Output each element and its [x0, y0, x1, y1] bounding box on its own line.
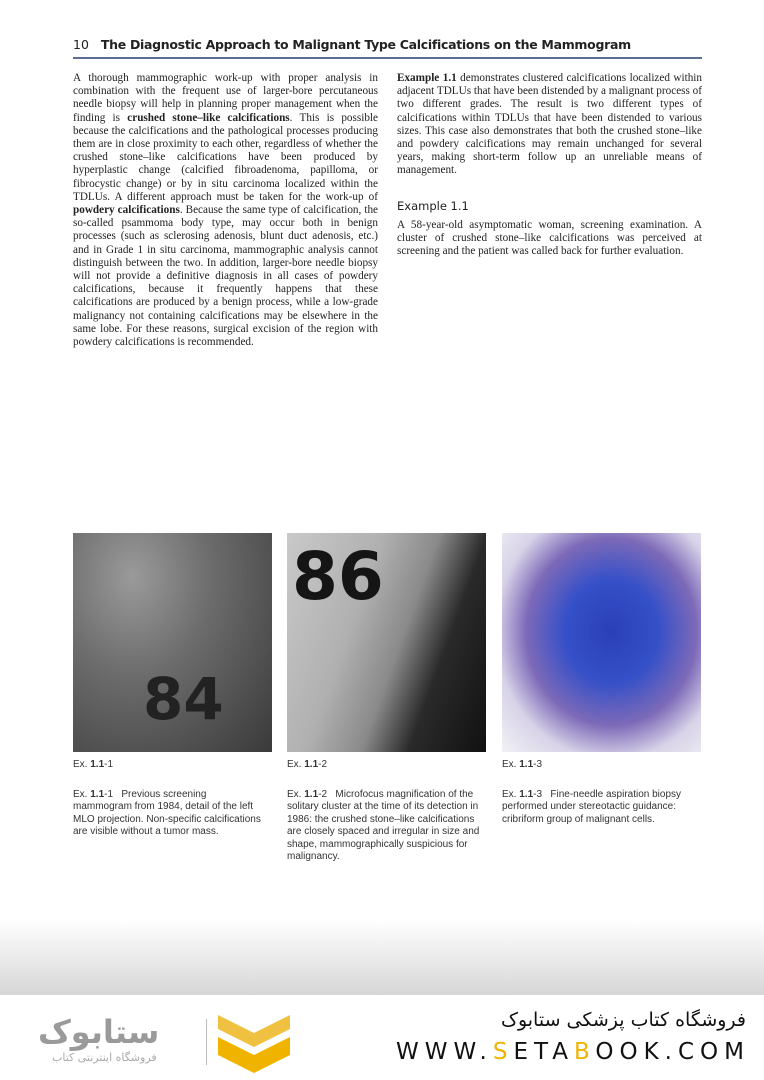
watermark-footer — [0, 995, 764, 1080]
figure-label-3: Ex. 1.1-3 — [502, 759, 543, 770]
body-paragraph: A thorough mammographic work-up with proper analysis in combination with the frequent use of larger-bore percutaneous needle biopsy will help in planning proper management when the finding is crushed stone–like calcifications. This is possible because the calcifications and the pathological processes producing them are in close proximity to each other, regardless of whether the crushed stone–like calcifications have been produced by hyperplastic change (calcified fibroadenoma, papilloma, or fibrocystic change) or by in situ carcinoma localized within the TDLUs. A different approach must be taken for the work-up of powdery calcifications. Because the same type of calcification, the so-called psammoma body type, may occur both in benign processes (such as sclerosing adenosis, blunt duct adenosis, etc.) and in Grade 1 in situ carcinoma, mammographic analysis cannot distinguish between the two. In addition, larger-bore needle biopsy will not provide a definitive diagnosis in all cases of powdery calcifications, because it frequently happens that these calcifications are produced by a benign process, while a low-grade malignancy not containing calcifications may be elsewhere in the same lobe. For these reasons, surgical excision of the region with powdery calcifications is recommended. — [73, 72, 378, 349]
store-url[interactable]: WWW.SETABOOK.COM — [395, 1039, 750, 1065]
cytology-image — [502, 533, 701, 752]
figure-caption-3: Ex. 1.1-3 Fine-needle aspiration biopsy performed under stereotactic guidance: cribriform group of malignant cells. — [502, 789, 682, 825]
magnification-image-1986 — [287, 533, 486, 752]
film-number: 84 — [143, 665, 224, 733]
page-number: 10 — [73, 37, 89, 52]
header-rule — [73, 57, 702, 59]
left-column — [73, 72, 378, 349]
chapter-title: The Diagnostic Approach to Malignant Type Calcifications on the Mammogram — [100, 37, 631, 52]
page-shadow — [0, 920, 764, 995]
figure-label-1: Ex. 1.1-1 — [73, 759, 114, 770]
store-name: فروشگاه کتاب پزشکی ستابوک — [500, 1009, 746, 1031]
chevron-logo-icon — [218, 1015, 290, 1075]
brand-logo-subtitle: فروشگاه اینترنتی کتاب — [52, 1051, 157, 1064]
figure-caption-2: Ex. 1.1-2 Microfocus magnification of the solitary cluster at the time of its detection in 1986: the crushed stone–like calcifications are closely spaced and irregular in size and shape, mammographically suspicious for malignancy. — [287, 789, 480, 863]
running-header — [73, 37, 631, 52]
right-column — [397, 72, 702, 258]
brand-logo-text: ستابوک — [38, 1013, 160, 1051]
logo-divider — [206, 1019, 207, 1065]
body-paragraph: Example 1.1 demonstrates clustered calcifications localized within adjacent TDLUs that have been distended by a malignant process of two different grades. The result is two different types of calcifications within TDLUs that have been distended to various sizes. This case also demonstrates that both the crushed stone–like and powdery calcifications may remain unchanged for several years, making short-term follow up an unreliable means of management. — [397, 72, 703, 177]
film-number: 86 — [292, 538, 384, 615]
figure-caption-1: Ex. 1.1-1 Previous screening mammogram from 1984, detail of the left MLO projection. Non-specific calcifications are visible without a tumor mass. — [73, 789, 261, 838]
example-heading: Example 1.1 — [397, 198, 469, 213]
example-text: A 58-year-old asymptomatic woman, screening examination. A cluster of crushed stone–like calcifications was perceived at screening and the patient was called back for further evaluation. — [397, 218, 702, 258]
figure-label-2: Ex. 1.1-2 — [287, 759, 328, 770]
mammogram-image-1984 — [73, 533, 272, 752]
